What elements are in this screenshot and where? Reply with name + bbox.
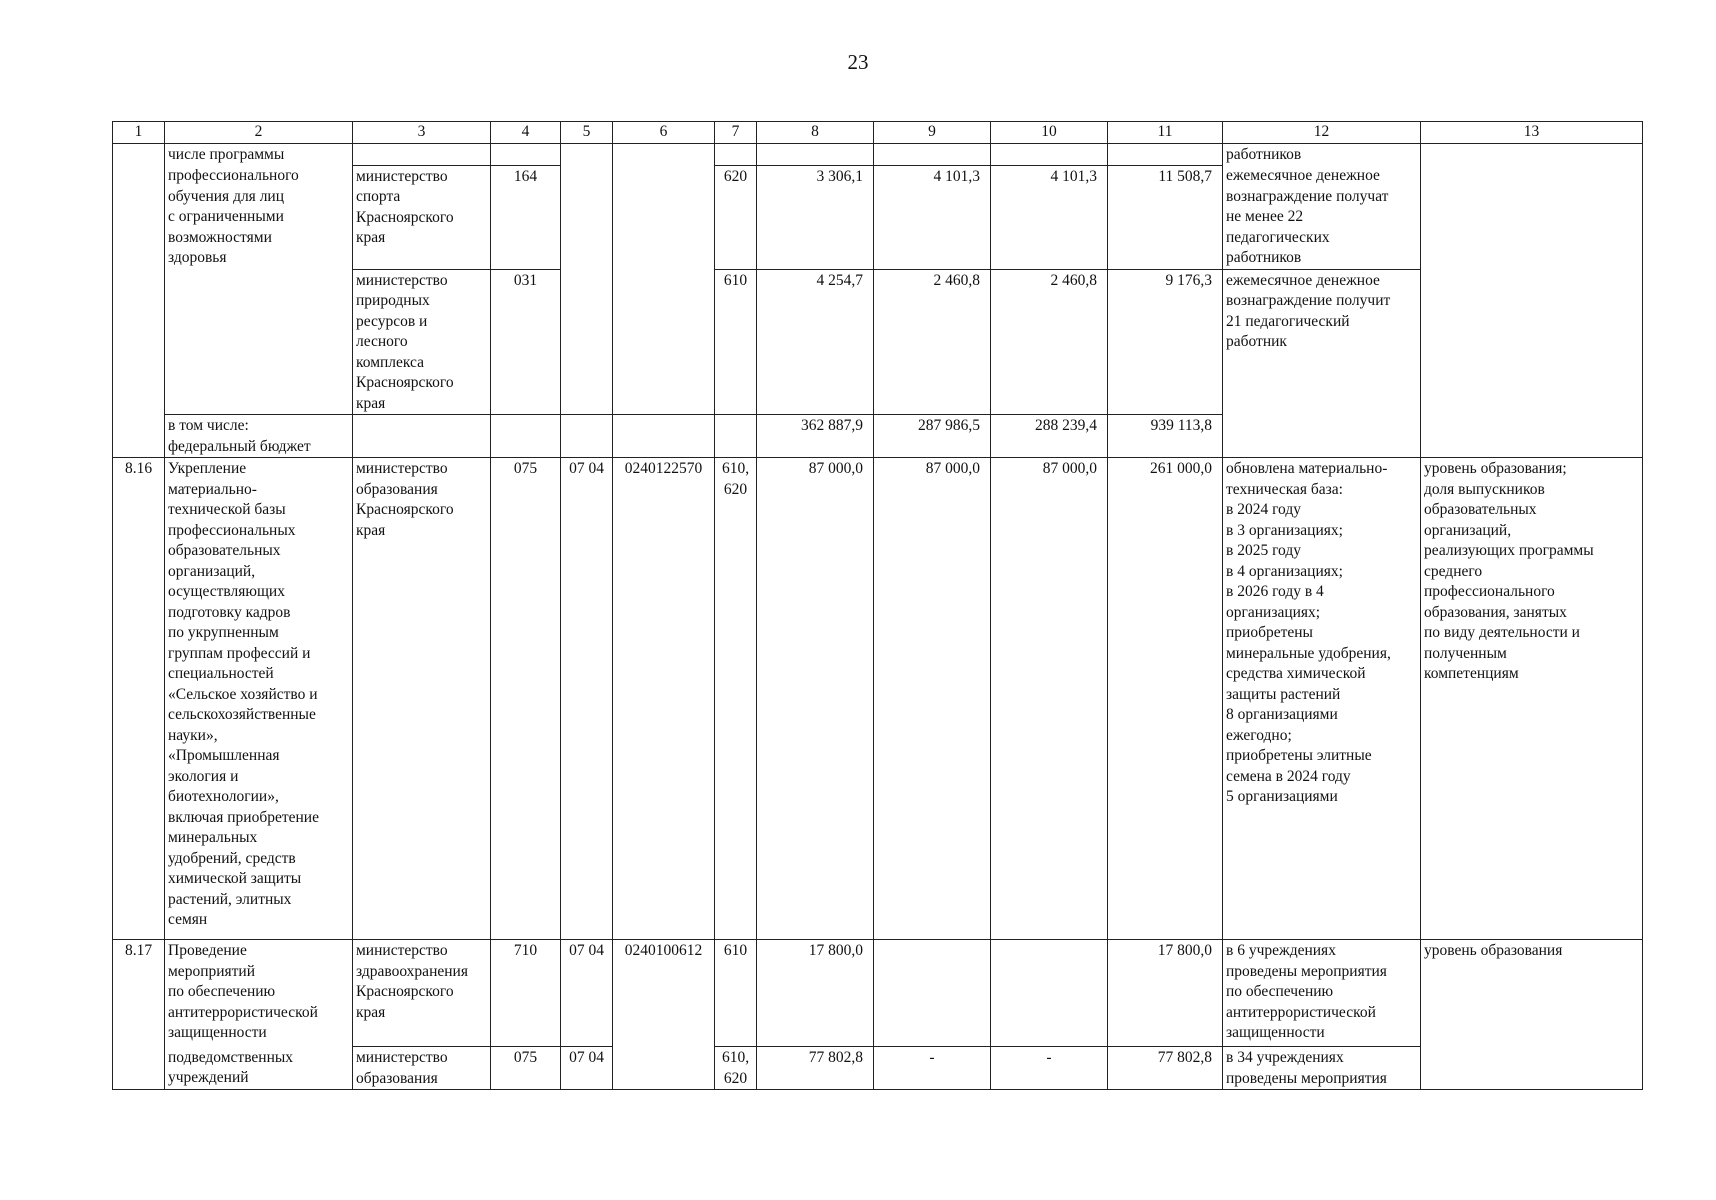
col-header: 7 xyxy=(715,122,757,144)
cell-executor: министерство образования Красноярского края xyxy=(353,458,491,940)
cell-2024: 4 254,7 xyxy=(757,269,874,415)
col-header: 9 xyxy=(874,122,991,144)
cell-vr: 610, 620 xyxy=(715,458,757,940)
col-header: 11 xyxy=(1108,122,1223,144)
cell-csr: 0240122570 xyxy=(613,458,715,940)
cell-result: работников xyxy=(1223,143,1421,165)
program-table xyxy=(112,121,1643,1090)
column-number-row xyxy=(113,122,1643,144)
cell-2026: 4 101,3 xyxy=(991,165,1108,269)
cell-total: 17 800,0 xyxy=(1108,940,1223,1047)
cell-result: ежемесячное денежное вознаграждение получат не менее 22 педагогических работников xyxy=(1223,165,1421,269)
cell-csr: 0240100612 xyxy=(613,940,715,1090)
cell-grbs: 164 xyxy=(491,165,561,269)
cell-2026: 288 239,4 xyxy=(991,415,1108,458)
cell-indicator: уровень образования xyxy=(1421,940,1643,1090)
cell-grbs: 075 xyxy=(491,458,561,940)
cell-2024: 17 800,0 xyxy=(757,940,874,1047)
col-header: 1 xyxy=(113,122,165,144)
cell-2025: 4 101,3 xyxy=(874,165,991,269)
table-row xyxy=(113,458,1643,940)
col-header: 6 xyxy=(613,122,715,144)
cell-2025: - xyxy=(874,1047,991,1090)
col-header: 13 xyxy=(1421,122,1643,144)
table-row xyxy=(113,1047,1643,1090)
cell-vr: 610 xyxy=(715,940,757,1047)
cell-event-name: профессионального обучения для лиц с ограниченными возможностями здоровья xyxy=(165,165,353,415)
cell-rzpr: 07 04 xyxy=(561,1047,613,1090)
cell-event-name: подведомственных учреждений xyxy=(165,1047,353,1090)
table-row xyxy=(113,940,1643,1047)
cell-result: в 6 учреждениях проведены мероприятия по обеспечению антитеррористической защищенности xyxy=(1223,940,1421,1047)
table-row xyxy=(113,165,1643,269)
cell-total: 261 000,0 xyxy=(1108,458,1223,940)
cell-2024: 77 802,8 xyxy=(757,1047,874,1090)
cell-2024: 3 306,1 xyxy=(757,165,874,269)
cell-grbs: 075 xyxy=(491,1047,561,1090)
cell-event-name: в том числе: федеральный бюджет xyxy=(165,415,353,458)
cell-total: 11 508,7 xyxy=(1108,165,1223,269)
cell-num: 8.16 xyxy=(113,458,165,940)
cell-grbs: 031 xyxy=(491,269,561,415)
col-header: 12 xyxy=(1223,122,1421,144)
col-header: 10 xyxy=(991,122,1108,144)
cell-2024: 87 000,0 xyxy=(757,458,874,940)
col-header: 8 xyxy=(757,122,874,144)
cell-2025: 287 986,5 xyxy=(874,415,991,458)
cell-result: в 34 учреждениях проведены мероприятия xyxy=(1223,1047,1421,1090)
cell-executor: министерство природных ресурсов и лесного комплекса Красноярского края xyxy=(353,269,491,415)
cell-2025: 2 460,8 xyxy=(874,269,991,415)
cell-event-name: числе программы xyxy=(165,143,353,165)
cell-indicator: уровень образования; доля выпускников образовательных организаций, реализующих программы среднего профессионального образования, занятых по виду деятельности и полученным компетенциям xyxy=(1421,458,1643,940)
cell-result: ежемесячное денежное вознаграждение получит 21 педагогический работник xyxy=(1223,269,1421,458)
cell-result: обновлена материально- техническая база: в 2024 году в 3 организациях; в 2025 году в 4 организациях; в 2026 году в 4 организациях; приобретены минеральные удобрения, средства химической защиты растений 8 организациями ежегодно; приобретены элитные семена в 2024 году 5 организациями xyxy=(1223,458,1421,940)
cell-2024: 362 887,9 xyxy=(757,415,874,458)
cell-num xyxy=(113,143,165,458)
cell-executor: министерство здравоохранения Красноярского края xyxy=(353,940,491,1047)
cell-vr: 610 xyxy=(715,269,757,415)
cell-2026 xyxy=(991,940,1108,1047)
cell-grbs: 710 xyxy=(491,940,561,1047)
cell-rzpr: 07 04 xyxy=(561,458,613,940)
cell-2025: 87 000,0 xyxy=(874,458,991,940)
cell-rzpr: 07 04 xyxy=(561,940,613,1047)
col-header: 5 xyxy=(561,122,613,144)
cell-2026: 2 460,8 xyxy=(991,269,1108,415)
cell-total: 9 176,3 xyxy=(1108,269,1223,415)
cell-total: 77 802,8 xyxy=(1108,1047,1223,1090)
cell-executor: министерство образования xyxy=(353,1047,491,1090)
cell-2026: - xyxy=(991,1047,1108,1090)
col-header: 2 xyxy=(165,122,353,144)
cell-executor: министерство спорта Красноярского края xyxy=(353,165,491,269)
cell-vr: 620 xyxy=(715,165,757,269)
cell-vr: 610, 620 xyxy=(715,1047,757,1090)
cell-event-name: Проведение мероприятий по обеспечению антитеррористической защищенности xyxy=(165,940,353,1047)
col-header: 4 xyxy=(491,122,561,144)
cell-2025 xyxy=(874,940,991,1047)
table-row xyxy=(113,143,1643,165)
page-number: 23 xyxy=(847,50,869,74)
cell-num: 8.17 xyxy=(113,940,165,1090)
col-header: 3 xyxy=(353,122,491,144)
cell-total: 939 113,8 xyxy=(1108,415,1223,458)
cell-event-name: Укрепление материально- технической базы профессиональных образовательных организаций, осуществляющих подготовку кадров по укрупненным группам профессий и специальностей «Сельское хозяйство и сельскохозяйственные науки», «Промышленная экология и биотехнологии», включая приобретение минеральных удобрений, средств химической защиты растений, элитных семян xyxy=(165,458,353,940)
cell-2026: 87 000,0 xyxy=(991,458,1108,940)
